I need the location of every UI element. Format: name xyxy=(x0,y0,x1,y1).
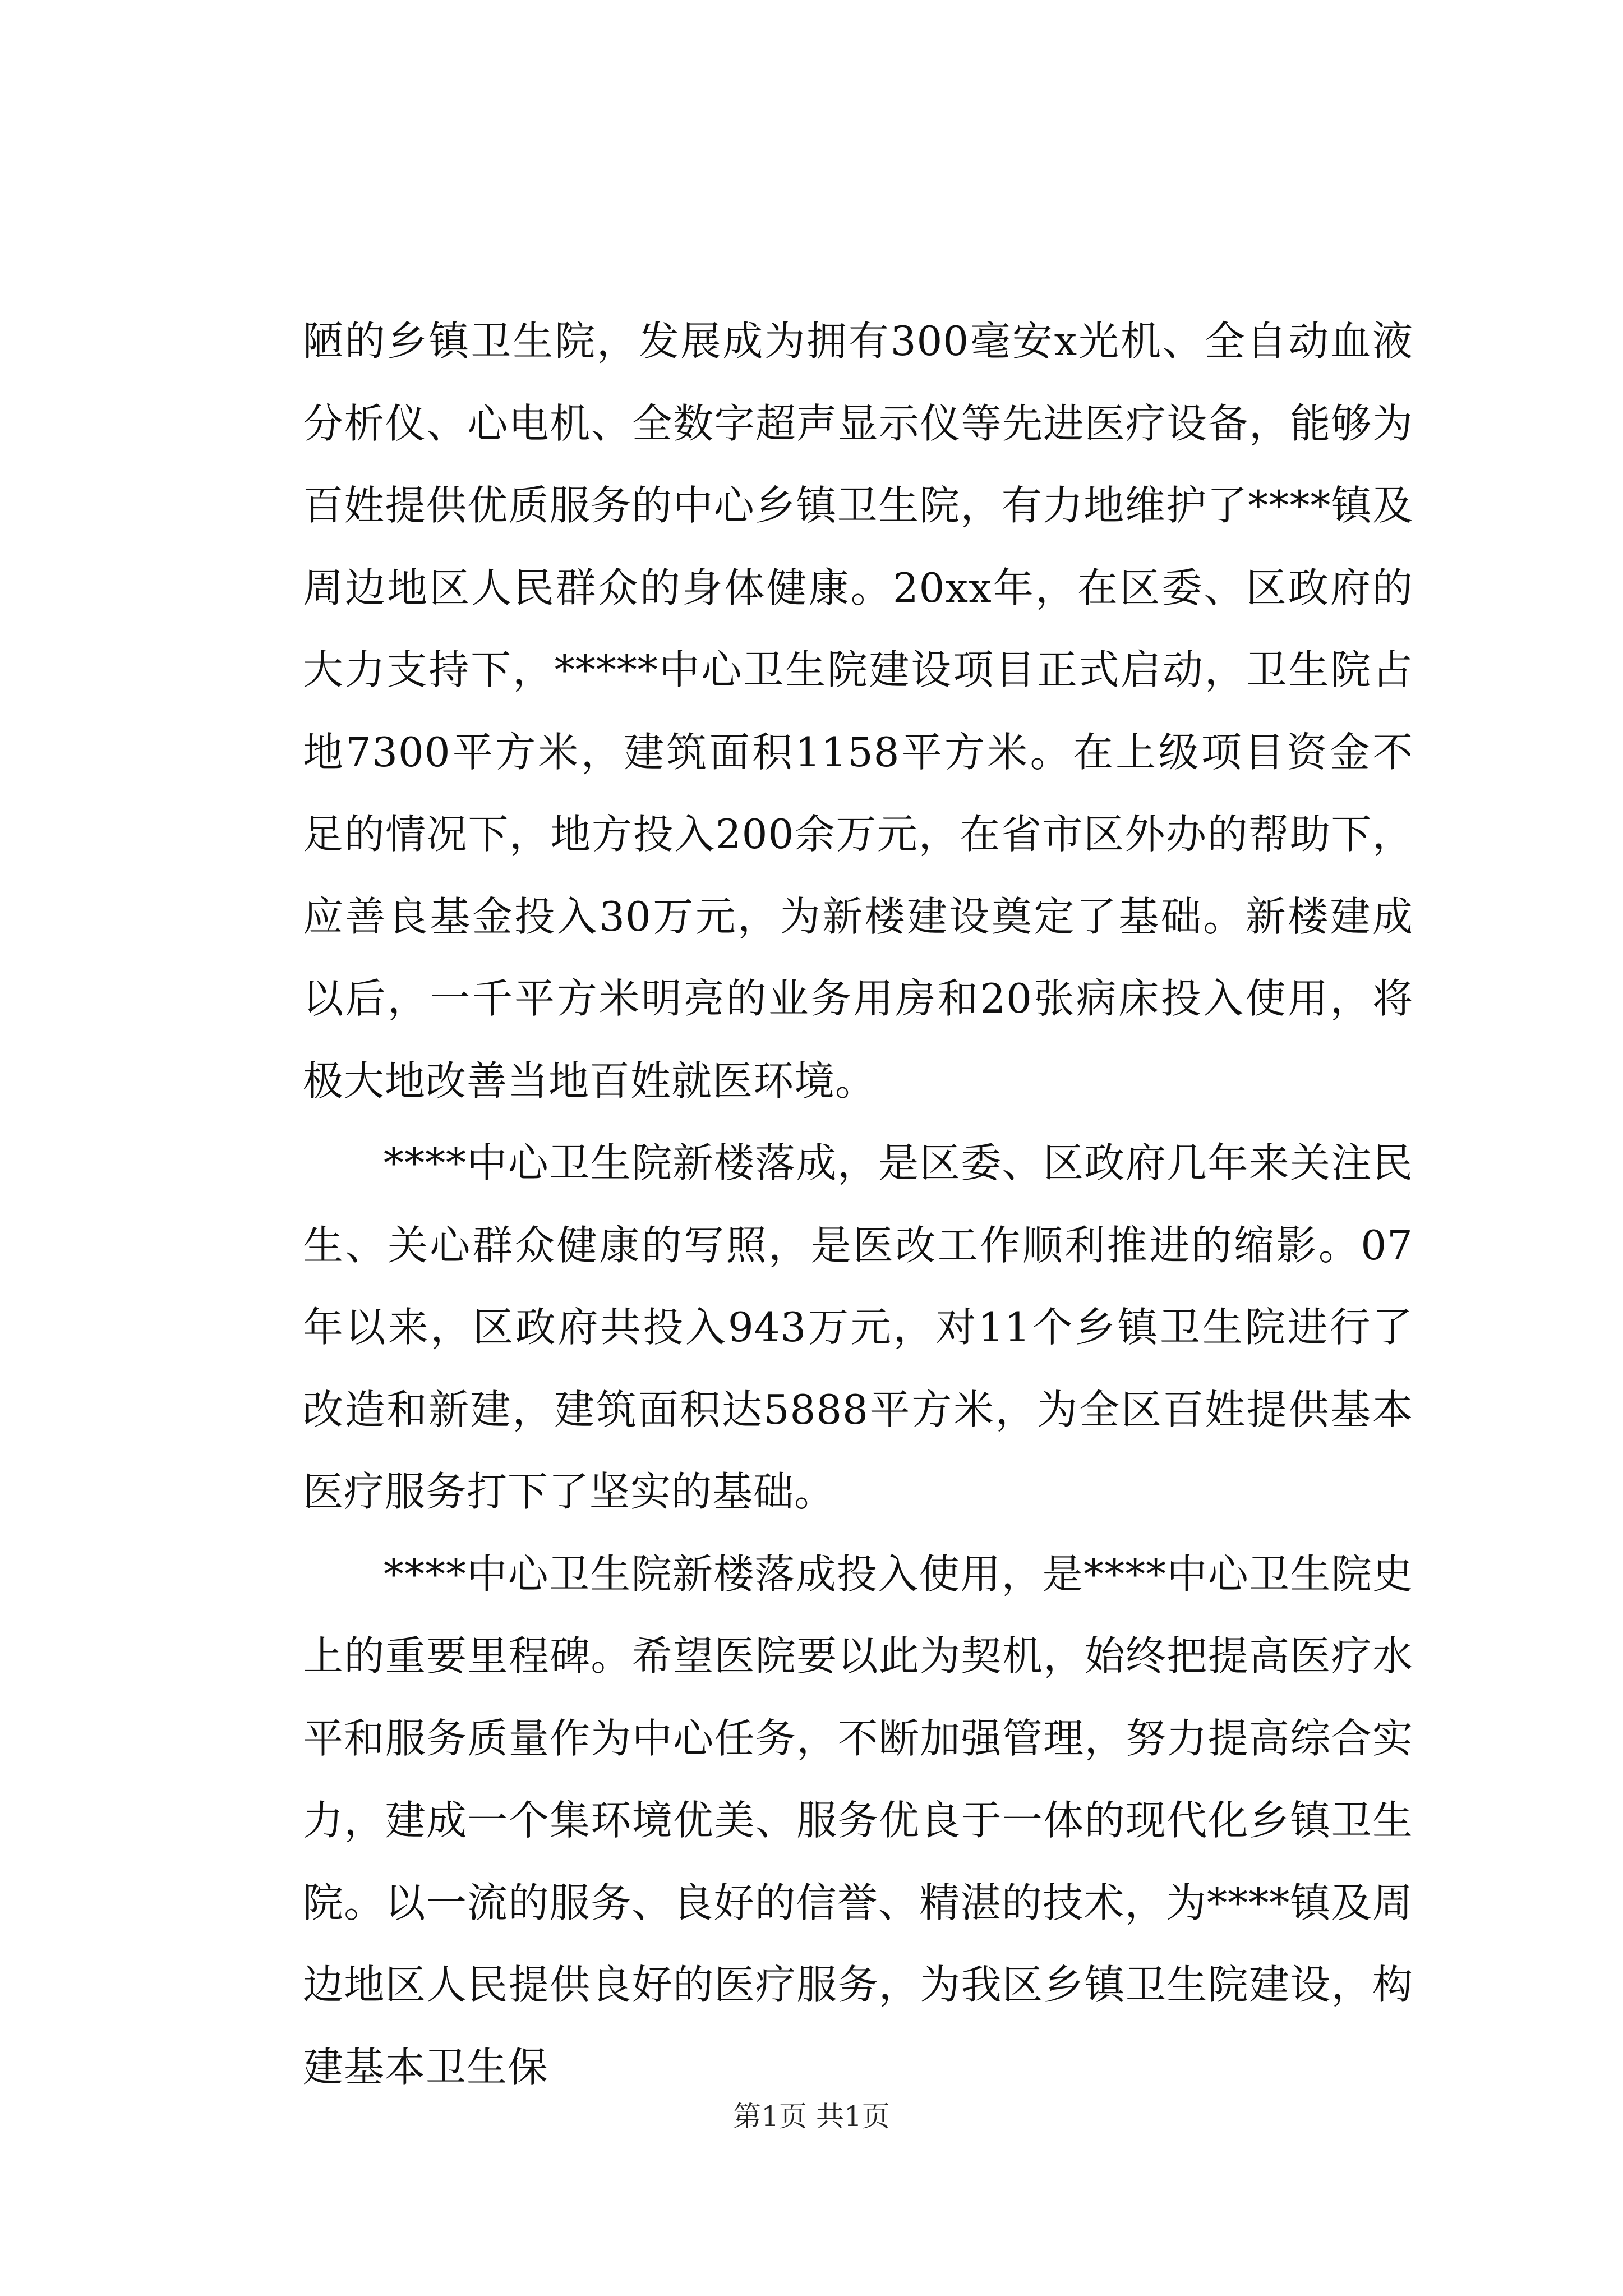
paragraph-1: 陋的乡镇卫生院，发展成为拥有300毫安x光机、全自动血液分析仪、心电机、全数字超声显示仪等先进医疗设备，能够为百姓提供优质服务的中心乡镇卫生院，有力地维护了****镇及周边地区人民群众的身体健康。20xx年，在区委、区政府的大力支持下，*****中心卫生院建设项目正式启动，卫生院占地7300平方米，建筑面积1158平方米。在上级项目资金不足的情况下，地方投入200余万元，在省市区外办的帮助下，应善良基金投入30万元，为新楼建设奠定了基础。新楼建成以后，一千平方米明亮的业务用房和20张病床投入使用，将极大地改善当地百姓就医环境。 xyxy=(303,318,1413,1105)
page-footer: 第1页 共1页 xyxy=(733,2100,890,2133)
paragraph-3: ****中心卫生院新楼落成投入使用，是****中心卫生院史上的重要里程碑。希望医院要以此为契机，始终把提高医疗水平和服务质量作为中心任务，不断加强管理，努力提高综合实力，建成一个集环境优美、服务优良于一体的现代化乡镇卫生院。以一流的服务、良好的信誉、精湛的技术，为****镇及周边地区人民提供良好的医疗服务，为我区乡镇卫生院建设，构建基本卫生保 xyxy=(303,1550,1413,2091)
document-body xyxy=(303,300,1413,2108)
paragraph-2: ****中心卫生院新楼落成，是区委、区政府几年来关注民生、关心群众健康的写照，是医改工作顺利推进的缩影。07年以来，区政府共投入943万元，对11个乡镇卫生院进行了改造和新建，建筑面积达5888平方米，为全区百姓提供基本医疗服务打下了坚实的基础。 xyxy=(303,1139,1413,1515)
